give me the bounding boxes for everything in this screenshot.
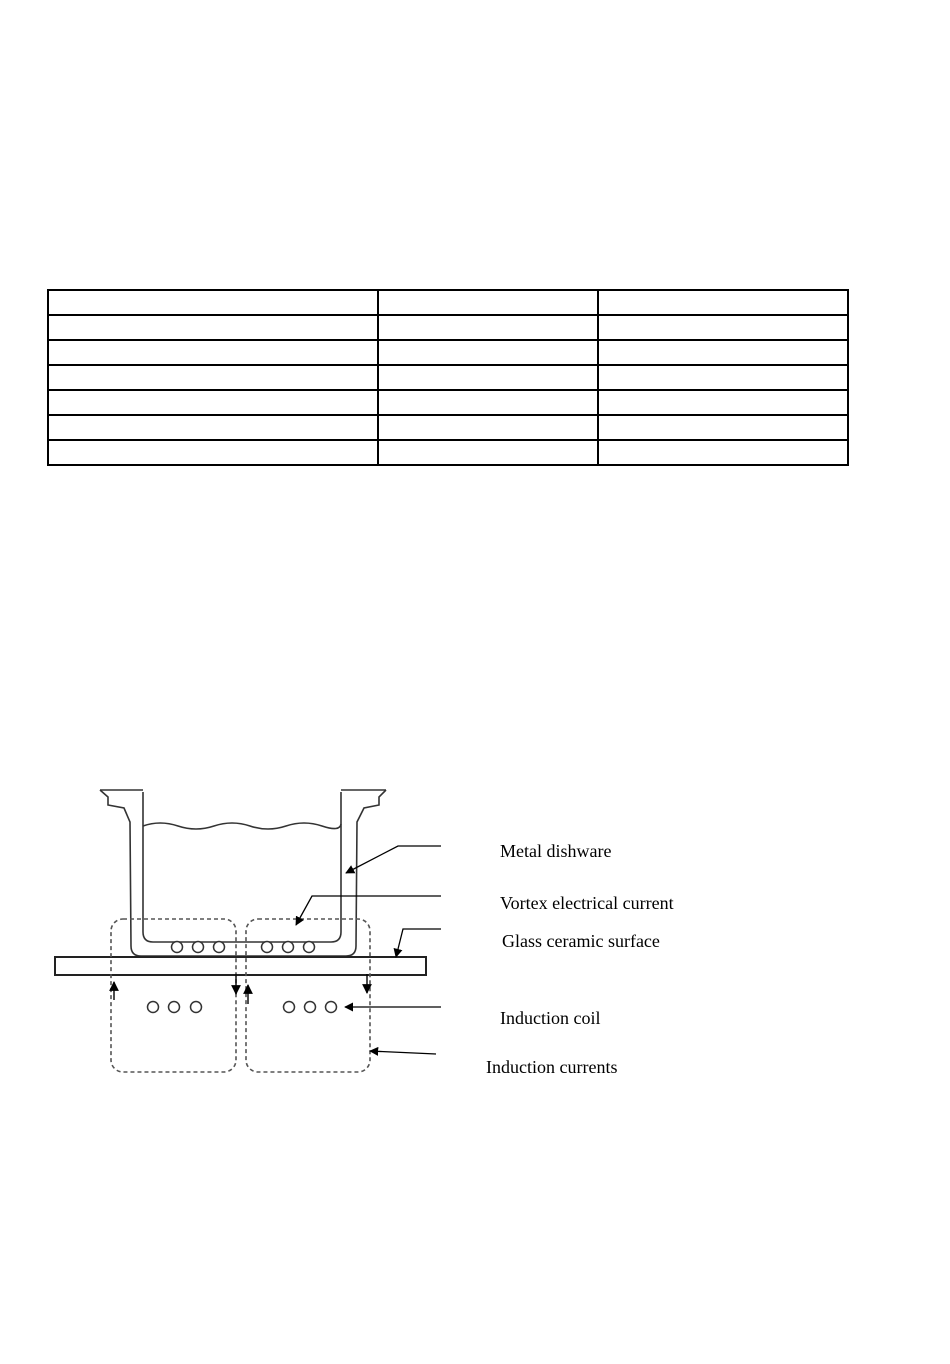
table-cell [378,365,598,390]
label-induction-coil: Induction coil [500,1008,601,1028]
table-cell [598,415,848,440]
label-metal-dishware: Metal dishware [500,841,612,861]
table-cell [48,390,378,415]
table-cell [378,390,598,415]
current-direction-arrows [114,974,367,1004]
table-cell [598,290,848,315]
table-row [48,390,848,415]
liquid-surface [143,823,341,829]
induction-diagram [0,770,950,1100]
table-cell [598,365,848,390]
table-row [48,415,848,440]
table-cell [378,290,598,315]
table-cell [598,390,848,415]
table-row [48,290,848,315]
leader-lines [296,846,441,1054]
vortex-circles [172,942,315,953]
metal-dishware-shape [100,790,386,956]
table-row [48,440,848,465]
table-cell [378,415,598,440]
table-cell [598,440,848,465]
table-cell [48,290,378,315]
table-cell [378,440,598,465]
spec-table [47,289,849,466]
table-cell [48,365,378,390]
table-row [48,340,848,365]
table-cell [598,315,848,340]
table-cell [48,415,378,440]
label-glass-ceramic-surface: Glass ceramic surface [502,931,660,951]
label-vortex-current: Vortex electrical current [500,893,674,913]
table-cell [378,315,598,340]
table-row [48,365,848,390]
table-cell [598,340,848,365]
table-cell [48,440,378,465]
label-induction-currents: Induction currents [486,1057,618,1077]
induction-coil-circles [148,1002,337,1013]
table-cell [378,340,598,365]
table-cell [48,315,378,340]
table-cell [48,340,378,365]
table-row [48,315,848,340]
